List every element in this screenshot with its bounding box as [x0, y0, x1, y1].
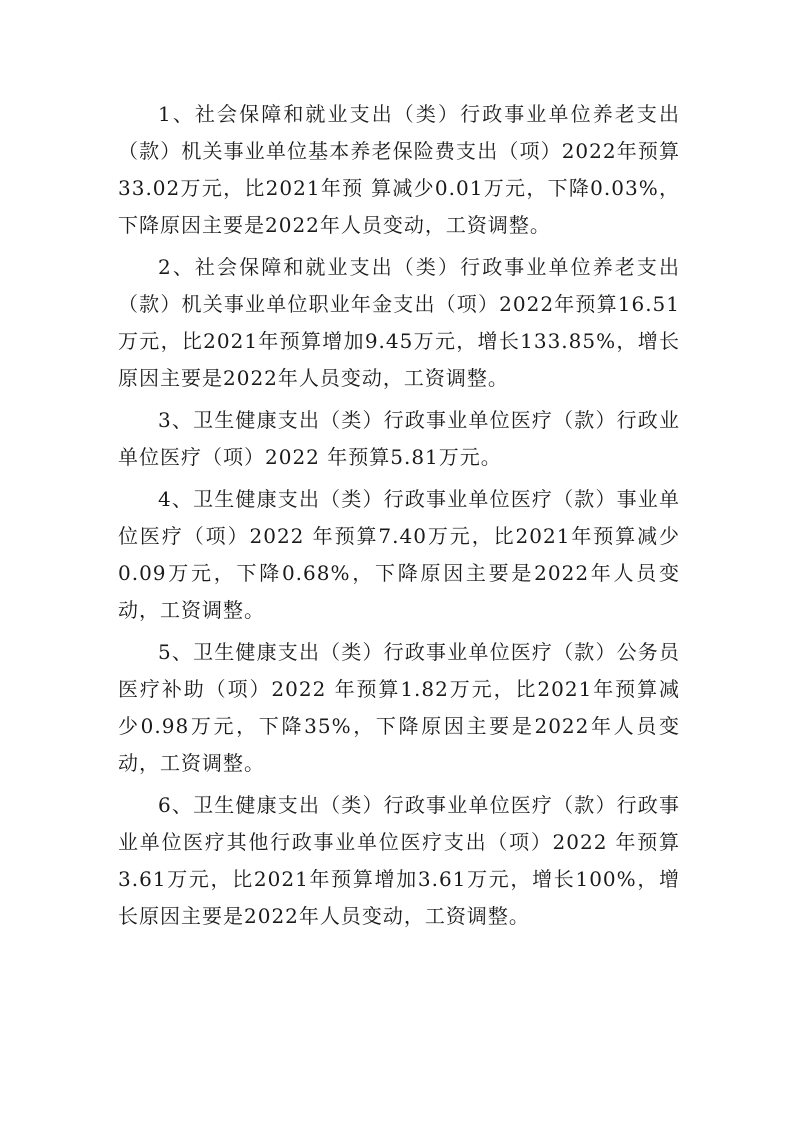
document-body: [118, 96, 680, 935]
paragraph-4: 4、卫生健康支出（类）行政事业单位医疗（款）事业单位医疗（项）2022 年预算7.40万元，比2021年预算减少0.09万元，下降0.68%，下降原因主要是2022年人员变动，工资调整。: [118, 487, 680, 622]
paragraph-1: 1、社会保障和就业支出（类）行政事业单位养老支出（款）机关事业单位基本养老保险费支出（项）2022年预算33.02万元，比2021年预 算减少0.01万元，下降0.03%，下降原因主要是2022年人员变动，工资调整。: [118, 102, 680, 237]
paragraph-5: 5、卫生健康支出（类）行政事业单位医疗（款）公务员医疗补助（项）2022 年预算1.82万元，比2021年预算减少0.98万元，下降35%，下降原因主要是2022年人员变动，工资调整。: [118, 640, 680, 775]
paragraph-3: 3、卫生健康支出（类）行政事业单位医疗（款）行政业单位医疗（项）2022 年预算5.81万元。: [118, 408, 680, 469]
paragraph-6: 6、卫生健康支出（类）行政事业单位医疗（款）行政事业单位医疗其他行政事业单位医疗支出（项）2022 年预算3.61万元，比2021年预算增加3.61万元，增长100%，增长原因主要是2022年人员变动，工资调整。: [118, 793, 680, 928]
paragraph-2: 2、社会保障和就业支出（类）行政事业单位养老支出（款）机关事业单位职业年金支出（项）2022年预算16.51万元，比2021年预算增加9.45万元，增长133.85%，增长原因主要是2022年人员变动，工资调整。: [118, 255, 680, 390]
